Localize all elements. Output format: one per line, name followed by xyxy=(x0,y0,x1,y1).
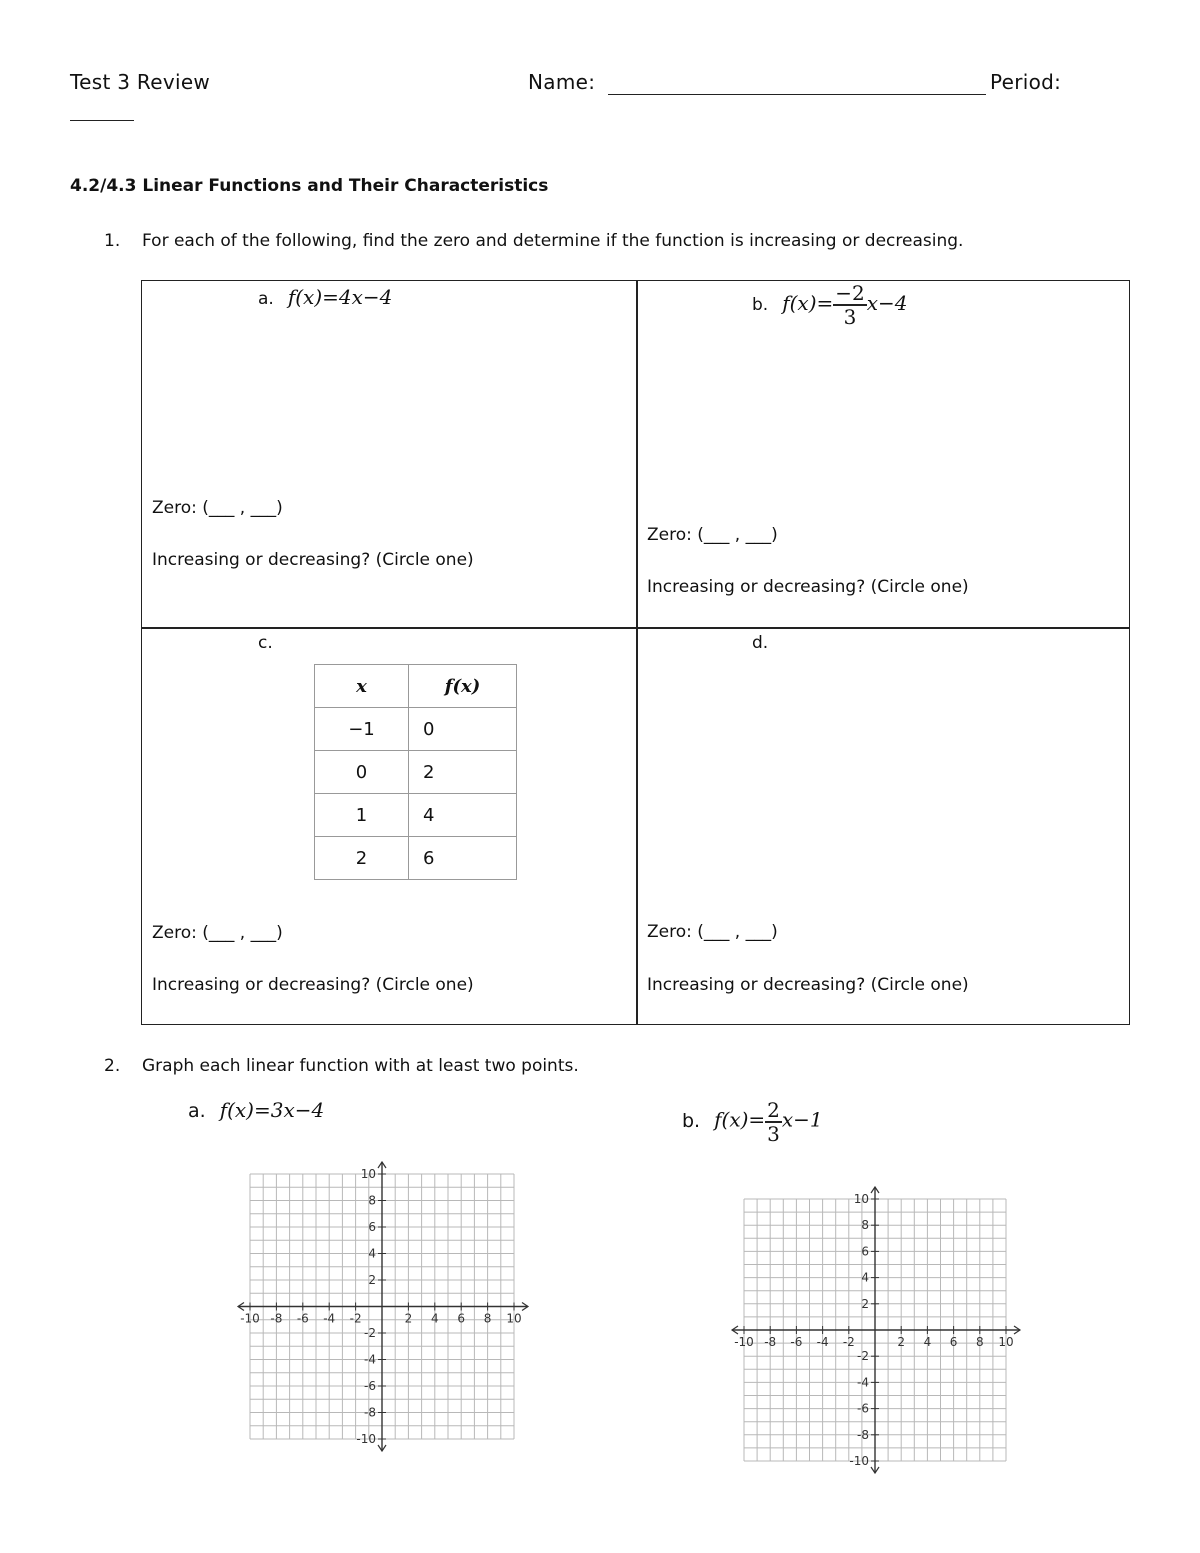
table-cell-x: 0 xyxy=(315,751,409,794)
question-1-text: For each of the following, find the zero and determine if the function is increasing or decreasing. xyxy=(142,231,964,251)
x-tick-label: -8 xyxy=(270,1311,283,1326)
x-tick-label: 6 xyxy=(457,1311,466,1326)
part-c-inc-dec[interactable]: Increasing or decreasing? (Circle one) xyxy=(152,975,474,995)
table-cell-x: −1 xyxy=(315,708,409,751)
q2-part-b-frac-num: 2 xyxy=(767,1098,780,1122)
part-a-label: a. xyxy=(258,289,274,309)
part-c-label: c. xyxy=(258,633,273,653)
table-cell-x: 1 xyxy=(315,794,409,837)
q2-part-a-formula: f(x)=3x−4 xyxy=(219,1098,325,1122)
part-b-frac-den: 3 xyxy=(843,305,857,329)
table-row xyxy=(315,837,517,880)
question-2-number: 2. xyxy=(104,1056,121,1076)
q2-part-b-formula-right: x−1 xyxy=(781,1107,823,1132)
x-tick-label: 8 xyxy=(975,1335,984,1349)
q2-part-a-label: a. xyxy=(188,1100,206,1122)
part-c-table xyxy=(314,664,517,880)
period-blank[interactable] xyxy=(70,120,134,121)
y-tick-label: 8 xyxy=(368,1193,376,1208)
x-tick-label: -4 xyxy=(323,1311,336,1326)
table-cell-fx: 0 xyxy=(409,708,517,751)
y-tick-label: 8 xyxy=(861,1218,869,1233)
coordinate-grid-b[interactable] xyxy=(726,1185,1026,1477)
period-label: Period: xyxy=(990,70,1062,94)
q2-part-b-equation xyxy=(682,1100,823,1144)
x-tick-label: -6 xyxy=(790,1335,803,1349)
name-label: Name: xyxy=(528,70,596,94)
question-1-grid xyxy=(141,280,1130,1025)
x-tick-label: 6 xyxy=(949,1335,958,1349)
part-a-equation xyxy=(258,285,392,309)
y-tick-label: 4 xyxy=(861,1270,869,1285)
x-tick-label: 4 xyxy=(430,1311,439,1326)
section-title: 4.2/4.3 Linear Functions and Their Characteristics xyxy=(70,176,549,196)
x-tick-label: 10 xyxy=(506,1311,522,1326)
y-tick-label: -8 xyxy=(857,1427,869,1442)
x-tick-label: -2 xyxy=(349,1311,362,1326)
coordinate-grid-a[interactable] xyxy=(230,1160,540,1455)
x-tick-label: -4 xyxy=(816,1335,829,1349)
table-row xyxy=(315,708,517,751)
y-tick-label: -8 xyxy=(364,1405,376,1420)
grid-horizontal-divider xyxy=(142,627,1129,629)
part-b-formula-right: x−4 xyxy=(866,291,908,315)
part-b-equation xyxy=(752,283,908,327)
grid-vertical-divider xyxy=(636,281,638,1024)
q2-part-b-label: b. xyxy=(682,1109,701,1132)
y-tick-label: -10 xyxy=(849,1454,869,1468)
y-tick-label: 2 xyxy=(861,1296,869,1311)
q2-part-b-formula-left: f(x)= xyxy=(714,1107,766,1132)
table-row xyxy=(315,751,517,794)
part-a-inc-dec[interactable]: Increasing or decreasing? (Circle one) xyxy=(152,550,474,570)
table-cell-fx: 6 xyxy=(409,837,517,880)
table-cell-x: 2 xyxy=(315,837,409,880)
y-tick-label: -2 xyxy=(364,1326,376,1340)
y-tick-label: -4 xyxy=(857,1375,869,1390)
table-header-fx: f(x) xyxy=(409,665,517,708)
part-d-zero[interactable]: Zero: (___ , ___) xyxy=(647,922,778,942)
part-d-inc-dec[interactable]: Increasing or decreasing? (Circle one) xyxy=(647,975,969,995)
name-blank[interactable] xyxy=(608,94,986,95)
q2-part-b-frac-den: 3 xyxy=(767,1122,780,1146)
table-header-x: x xyxy=(315,665,409,708)
table-cell-fx: 4 xyxy=(409,794,517,837)
y-tick-label: -2 xyxy=(857,1349,869,1364)
y-tick-label: 6 xyxy=(861,1244,869,1259)
y-tick-label: -10 xyxy=(356,1432,376,1446)
y-tick-label: 2 xyxy=(368,1273,376,1287)
part-d-label: d. xyxy=(752,633,769,653)
y-tick-label: 10 xyxy=(853,1192,869,1206)
q2-part-a-equation xyxy=(188,1098,324,1122)
x-tick-label: -2 xyxy=(842,1335,855,1349)
part-b-formula-left: f(x)= xyxy=(782,291,834,315)
x-tick-label: -8 xyxy=(764,1335,777,1349)
table-row xyxy=(315,794,517,837)
x-tick-label: -10 xyxy=(240,1311,260,1326)
part-b-label: b. xyxy=(752,295,769,315)
question-2-text: Graph each linear function with at least two points. xyxy=(142,1056,579,1076)
table-header-row xyxy=(315,665,517,708)
x-tick-label: 4 xyxy=(923,1335,932,1349)
x-tick-label: 2 xyxy=(404,1311,413,1326)
q2-part-b-fraction xyxy=(765,1100,782,1144)
y-tick-label: -4 xyxy=(364,1352,376,1367)
part-b-zero[interactable]: Zero: (___ , ___) xyxy=(647,525,778,545)
part-b-frac-num: −2 xyxy=(835,281,865,305)
y-tick-label: -6 xyxy=(364,1379,376,1393)
x-tick-label: 2 xyxy=(897,1335,906,1349)
question-1-number: 1. xyxy=(104,231,121,251)
part-a-formula: f(x)=4x−4 xyxy=(287,285,393,309)
part-b-fraction xyxy=(833,283,866,327)
x-tick-label: 8 xyxy=(483,1311,492,1326)
x-tick-label: 10 xyxy=(998,1335,1014,1349)
worksheet-title: Test 3 Review xyxy=(70,70,211,94)
y-tick-label: -6 xyxy=(857,1401,869,1416)
table-cell-fx: 2 xyxy=(409,751,517,794)
y-tick-label: 10 xyxy=(360,1167,376,1181)
x-tick-label: -10 xyxy=(734,1335,754,1349)
y-tick-label: 4 xyxy=(368,1246,376,1261)
part-c-zero[interactable]: Zero: (___ , ___) xyxy=(152,923,283,943)
part-a-zero[interactable]: Zero: (___ , ___) xyxy=(152,498,283,518)
x-tick-label: -6 xyxy=(296,1311,309,1326)
y-tick-label: 6 xyxy=(368,1220,376,1234)
part-b-inc-dec[interactable]: Increasing or decreasing? (Circle one) xyxy=(647,577,969,597)
